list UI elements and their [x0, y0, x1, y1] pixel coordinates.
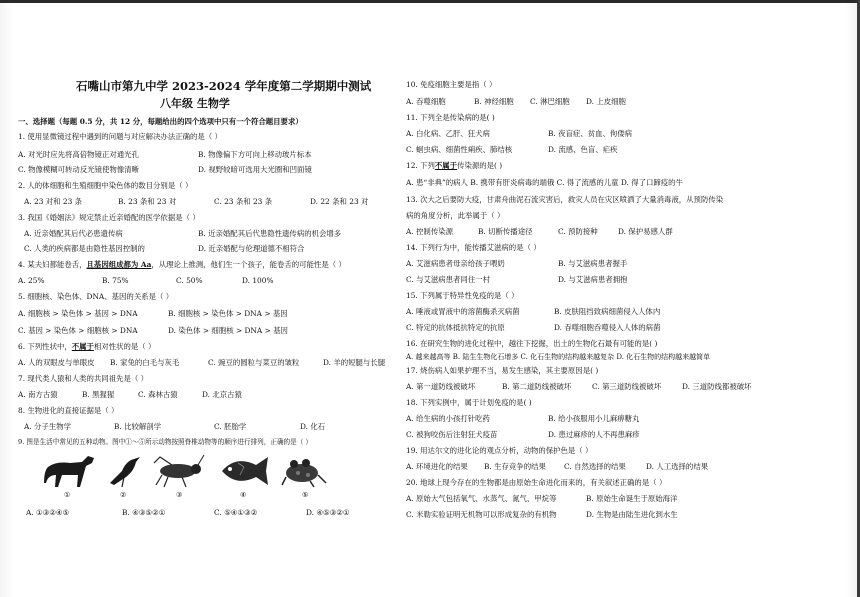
question-3-option-b: B. 近亲婚配其后代患隐性遗传病的机会增多: [198, 229, 342, 238]
question-11-option-b: B. 夜盲症、贫血、佝偻病: [548, 129, 633, 138]
question-10-option-b: B. 神经细胞: [474, 97, 514, 106]
question-7-option-b: B. 黑猩猩: [82, 390, 115, 399]
frog-icon: [280, 453, 328, 489]
question-13-stem-1: 13. 次大之后要防大疫，甘肃舟曲泥石流灾害后，救灾人员在灾区喷洒了大量消毒液，从预防传染: [406, 195, 724, 204]
question-5-option-a: A. 细胞核 > 染色体 > 基因 > DNA: [18, 309, 138, 318]
question-4-option-c: C. 50%: [176, 276, 203, 285]
question-14-option-b: B. 与艾滋病患者握手: [558, 259, 628, 268]
animal-figure: [40, 453, 340, 503]
question-6-option-a: A. 人的双眼皮与单眼皮: [18, 358, 95, 367]
question-13-option-d: D. 保护易感人群: [618, 227, 673, 236]
question-20-option-c: C. 米勒实验证明无机物可以形成复杂的有机物: [406, 510, 557, 519]
bird-icon: [104, 453, 144, 489]
question-3-option-c: C. 人类的疾病都是由隐性基因控制的: [24, 244, 145, 253]
animal-label-2: ②: [120, 491, 127, 499]
question-7-option-c: C. 森林古猿: [138, 390, 178, 399]
question-6-option-b: B. 家兔的白毛与灰毛: [110, 358, 180, 367]
fish-icon: [216, 453, 272, 489]
question-8-option-b: B. 比较解剖学: [114, 422, 162, 431]
question-9-option-c: C. ⑤④①③②: [214, 508, 258, 517]
question-4-option-b: B. 75%: [102, 276, 129, 285]
question-15-option-a: A. 唾液或胃液中的溶菌酶杀灭病菌: [406, 307, 520, 316]
question-9-option-d: D. ④⑤③②①: [306, 508, 350, 517]
question-13-option-a: A. 控制传染源: [406, 227, 453, 236]
question-4-stem: [18, 260, 346, 269]
question-1-option-a: A. 对光时应先将高倍物镜正对通光孔: [18, 150, 139, 159]
question-13-stem-2: 病的角度分析，此举属于（ ）: [406, 211, 505, 220]
animal-label-3: ③: [176, 491, 183, 499]
question-19-option-c: C. 自然选择的结果: [564, 462, 626, 471]
question-15-stem: 15. 下列属于特异性免疫的是（ ）: [406, 291, 519, 300]
question-3-stem: 3. 我国《婚姻法》规定禁止近亲婚配的医学依据是（ ）: [18, 213, 200, 222]
question-12-stem: [406, 161, 502, 170]
question-11-stem: 11. 下列全是传染病的是( ): [406, 113, 495, 122]
question-6-stem-pre: 6. 下列性状中，: [18, 342, 72, 351]
question-4-option-a: A. 25%: [18, 276, 45, 285]
question-7-option-d: D. 北京古猿: [202, 390, 242, 399]
question-7-option-a: A. 南方古猿: [18, 390, 58, 399]
question-4-stem-pre: 4. 某夫妇都能卷舌，: [18, 260, 87, 269]
question-8-option-a: A. 分子生物学: [24, 422, 71, 431]
question-12-stem-underlined: 不属于: [434, 161, 458, 170]
question-16-stem: 16. 在研究生物的进化过程中，越往下挖掘，出土的生物化石最有可能的是( ): [406, 339, 658, 348]
question-8-option-c: C. 胚胎学: [214, 422, 247, 431]
question-19-stem: 19. 用达尔文的进化论的观点分析，动物的保护色是（ ）: [406, 446, 593, 455]
question-12-stem-pre: 12. 下列: [406, 161, 435, 170]
question-8-stem: 8. 生物进化的直接证据是（ ）: [18, 406, 119, 415]
question-20-option-b: B. 原始生命诞生于原始海洋: [586, 494, 678, 503]
question-17-stem: 17. 烧伤病人如果护理不当，易发生感染，其主要原因是( ): [406, 366, 599, 375]
question-5-option-d: D. 染色体 > 细胞核 > DNA > 基因: [168, 326, 288, 335]
question-15-option-c: C. 特定的抗体抵抗特定的抗原: [406, 323, 505, 332]
question-13-option-c: C. 预防接种: [558, 227, 598, 236]
question-9-stem: 9. 图是生活中常见的五种动物。图中①～⑤所示动物按照脊椎动物等的顺序进行排列，正确的是（ ）: [18, 438, 313, 446]
exam-subtitle: 八年级 生物学: [160, 97, 230, 110]
question-2-option-a: A. 23 对和 23 条: [24, 197, 83, 206]
question-14-option-a: A. 艾滋病患者母亲给孩子喂奶: [406, 259, 505, 268]
question-10-option-a: A. 吞噬细胞: [406, 97, 446, 106]
question-6-option-d: D. 羊的短腿与长腿: [323, 358, 386, 367]
question-20-option-a: A. 原始大气包括氧气、水蒸气、氮气、甲烷等: [406, 494, 557, 503]
animal-label-5: ⑤: [302, 491, 309, 499]
question-12-stem-post: 传染源的是( ): [457, 161, 503, 170]
question-20-stem: 20. 地球上现今存在的生物都是由原始生命进化而来的，有关叙述正确的是（ ）: [406, 478, 667, 487]
question-18-option-d: D. 患过麻疹的人不再患麻疹: [548, 430, 640, 439]
question-11-option-a: A. 白化病、乙肝、狂犬病: [406, 129, 490, 138]
question-17-option-d: D. 三道防线都被破坏: [682, 382, 752, 391]
question-3-option-a: A. 近亲婚配其后代必患遗传病: [24, 229, 123, 238]
question-4-stem-underlined: 且基因组成都为 Aa: [86, 260, 152, 269]
question-1-option-b: B. 物像偏下方可向上移动玻片标本: [198, 150, 312, 159]
question-9-option-b: B. ④③⑤②①: [122, 508, 166, 517]
question-17-option-a: A. 第一道防线被破坏: [406, 382, 476, 391]
question-1-option-c: C. 物像模糊可转动反光镜使物像清晰: [18, 165, 139, 174]
question-17-option-c: C. 第三道防线被破坏: [592, 382, 662, 391]
question-7-stem: 7. 现代类人猿和人类的共同祖先是（ ）: [18, 374, 149, 383]
section-heading: 一、选择题（每题 0.5 分，共 12 分，每题给出的四个选项中只有一个符合题目要求）: [18, 117, 303, 126]
question-2-option-d: D. 22 条和 23 对: [310, 197, 369, 206]
question-2-stem: 2. 人的体细胞和生殖细胞中染色体的数目分别是（ ）: [18, 181, 193, 190]
question-16-options: A. 越来越高等 B. 陆生生物化石增多 C. 化石生物的结构越来越复杂 D. 化石生物的结构越来越简单: [406, 353, 711, 361]
question-11-option-d: D. 流感、色盲、疟疾: [548, 145, 618, 154]
question-18-option-a: A. 给生病的小孩打针吃药: [406, 414, 490, 423]
question-18-stem: 18. 下列实例中，属于计划免疫的是( ): [406, 398, 532, 407]
question-5-stem: 5. 细胞核、染色体、DNA、基因的关系是（ ）: [18, 292, 174, 301]
question-10-option-c: C. 淋巴细胞: [530, 97, 570, 106]
question-12-options: A. 患“非典”的病人 B. 携带有肝炎病毒的端俄 C. 得了流感的儿童 D. 得了口蹄疫的牛: [406, 178, 683, 187]
question-10-stem: 10. 免疫细胞主要是指（ ）: [406, 80, 497, 89]
question-19-option-d: D. 人工选择的结果: [646, 462, 709, 471]
question-14-option-c: C. 与艾滋病患者同住一村: [406, 275, 490, 284]
question-15-option-d: D. 吞噬细胞吞噬侵入人体的病菌: [554, 323, 661, 332]
question-6-option-c: C. 豌豆的圆粒与菜豆的皱粒: [208, 358, 300, 367]
question-19-option-b: B. 生存竞争的结果: [484, 462, 546, 471]
question-5-option-b: B. 细胞核 > 染色体 > DNA > 基因: [168, 309, 288, 318]
question-4-option-d: D. 100%: [242, 276, 274, 285]
question-11-option-c: C. 蛔虫病、细菌性痢疾、肺结核: [406, 145, 513, 154]
question-20-option-d: D. 生物是由陆生进化到水生: [586, 510, 678, 519]
question-18-option-c: C. 被狗咬伤后注射狂犬疫苗: [406, 430, 498, 439]
question-3-option-d: D. 近亲婚配与伦理道德不相符合: [198, 244, 305, 253]
question-10-option-d: D. 上皮细胞: [586, 97, 626, 106]
scan-edge-top: [0, 0, 860, 3]
exam-title: 石嘴山市第九中学 2023-2024 学年度第二学期期中测试: [76, 79, 372, 93]
animal-label-1: ①: [64, 491, 71, 499]
question-4-stem-post: ，从理论上推测，他们生一个孩子，能卷舌的可能性是（ ）: [151, 260, 346, 269]
question-2-option-c: C. 23 条和 23 条: [214, 197, 273, 206]
question-6-stem: [18, 342, 155, 351]
question-17-option-b: B. 第二道防线被破坏: [502, 382, 572, 391]
question-5-option-c: C. 基因 > 染色体 > 细胞核 > DNA: [18, 326, 138, 335]
question-9-option-a: A. ①③②④⑤: [26, 508, 70, 517]
horse-icon: [40, 453, 98, 489]
question-8-option-d: D. 化石: [300, 422, 326, 431]
question-18-option-b: B. 给小孩服用小儿麻痹糖丸: [548, 414, 640, 423]
question-6-stem-underlined: 不属于: [71, 342, 94, 351]
animal-label-4: ④: [240, 491, 247, 499]
question-1-stem: 1. 使用显微镜过程中遇到的问题与对应解决办法正确的是（ ）: [18, 132, 222, 141]
question-6-stem-post: 相对性状的是（ ）: [93, 342, 156, 351]
question-14-stem: 14. 下列行为中，能传播艾滋病的是（ ）: [406, 243, 541, 252]
question-1-option-d: D. 视野较暗可选用大光圈和凹面镜: [198, 165, 312, 174]
question-19-option-a: A. 环境进化的结果: [406, 462, 468, 471]
question-2-option-b: B. 23 条和 23 对: [118, 197, 177, 206]
question-13-option-b: B. 切断传播途径: [478, 227, 533, 236]
question-15-option-b: B. 皮肤阻挡致病细菌侵入人体内: [554, 307, 661, 316]
grasshopper-icon: [152, 453, 206, 489]
question-14-option-d: D. 与艾滋病患者拥抱: [558, 275, 628, 284]
